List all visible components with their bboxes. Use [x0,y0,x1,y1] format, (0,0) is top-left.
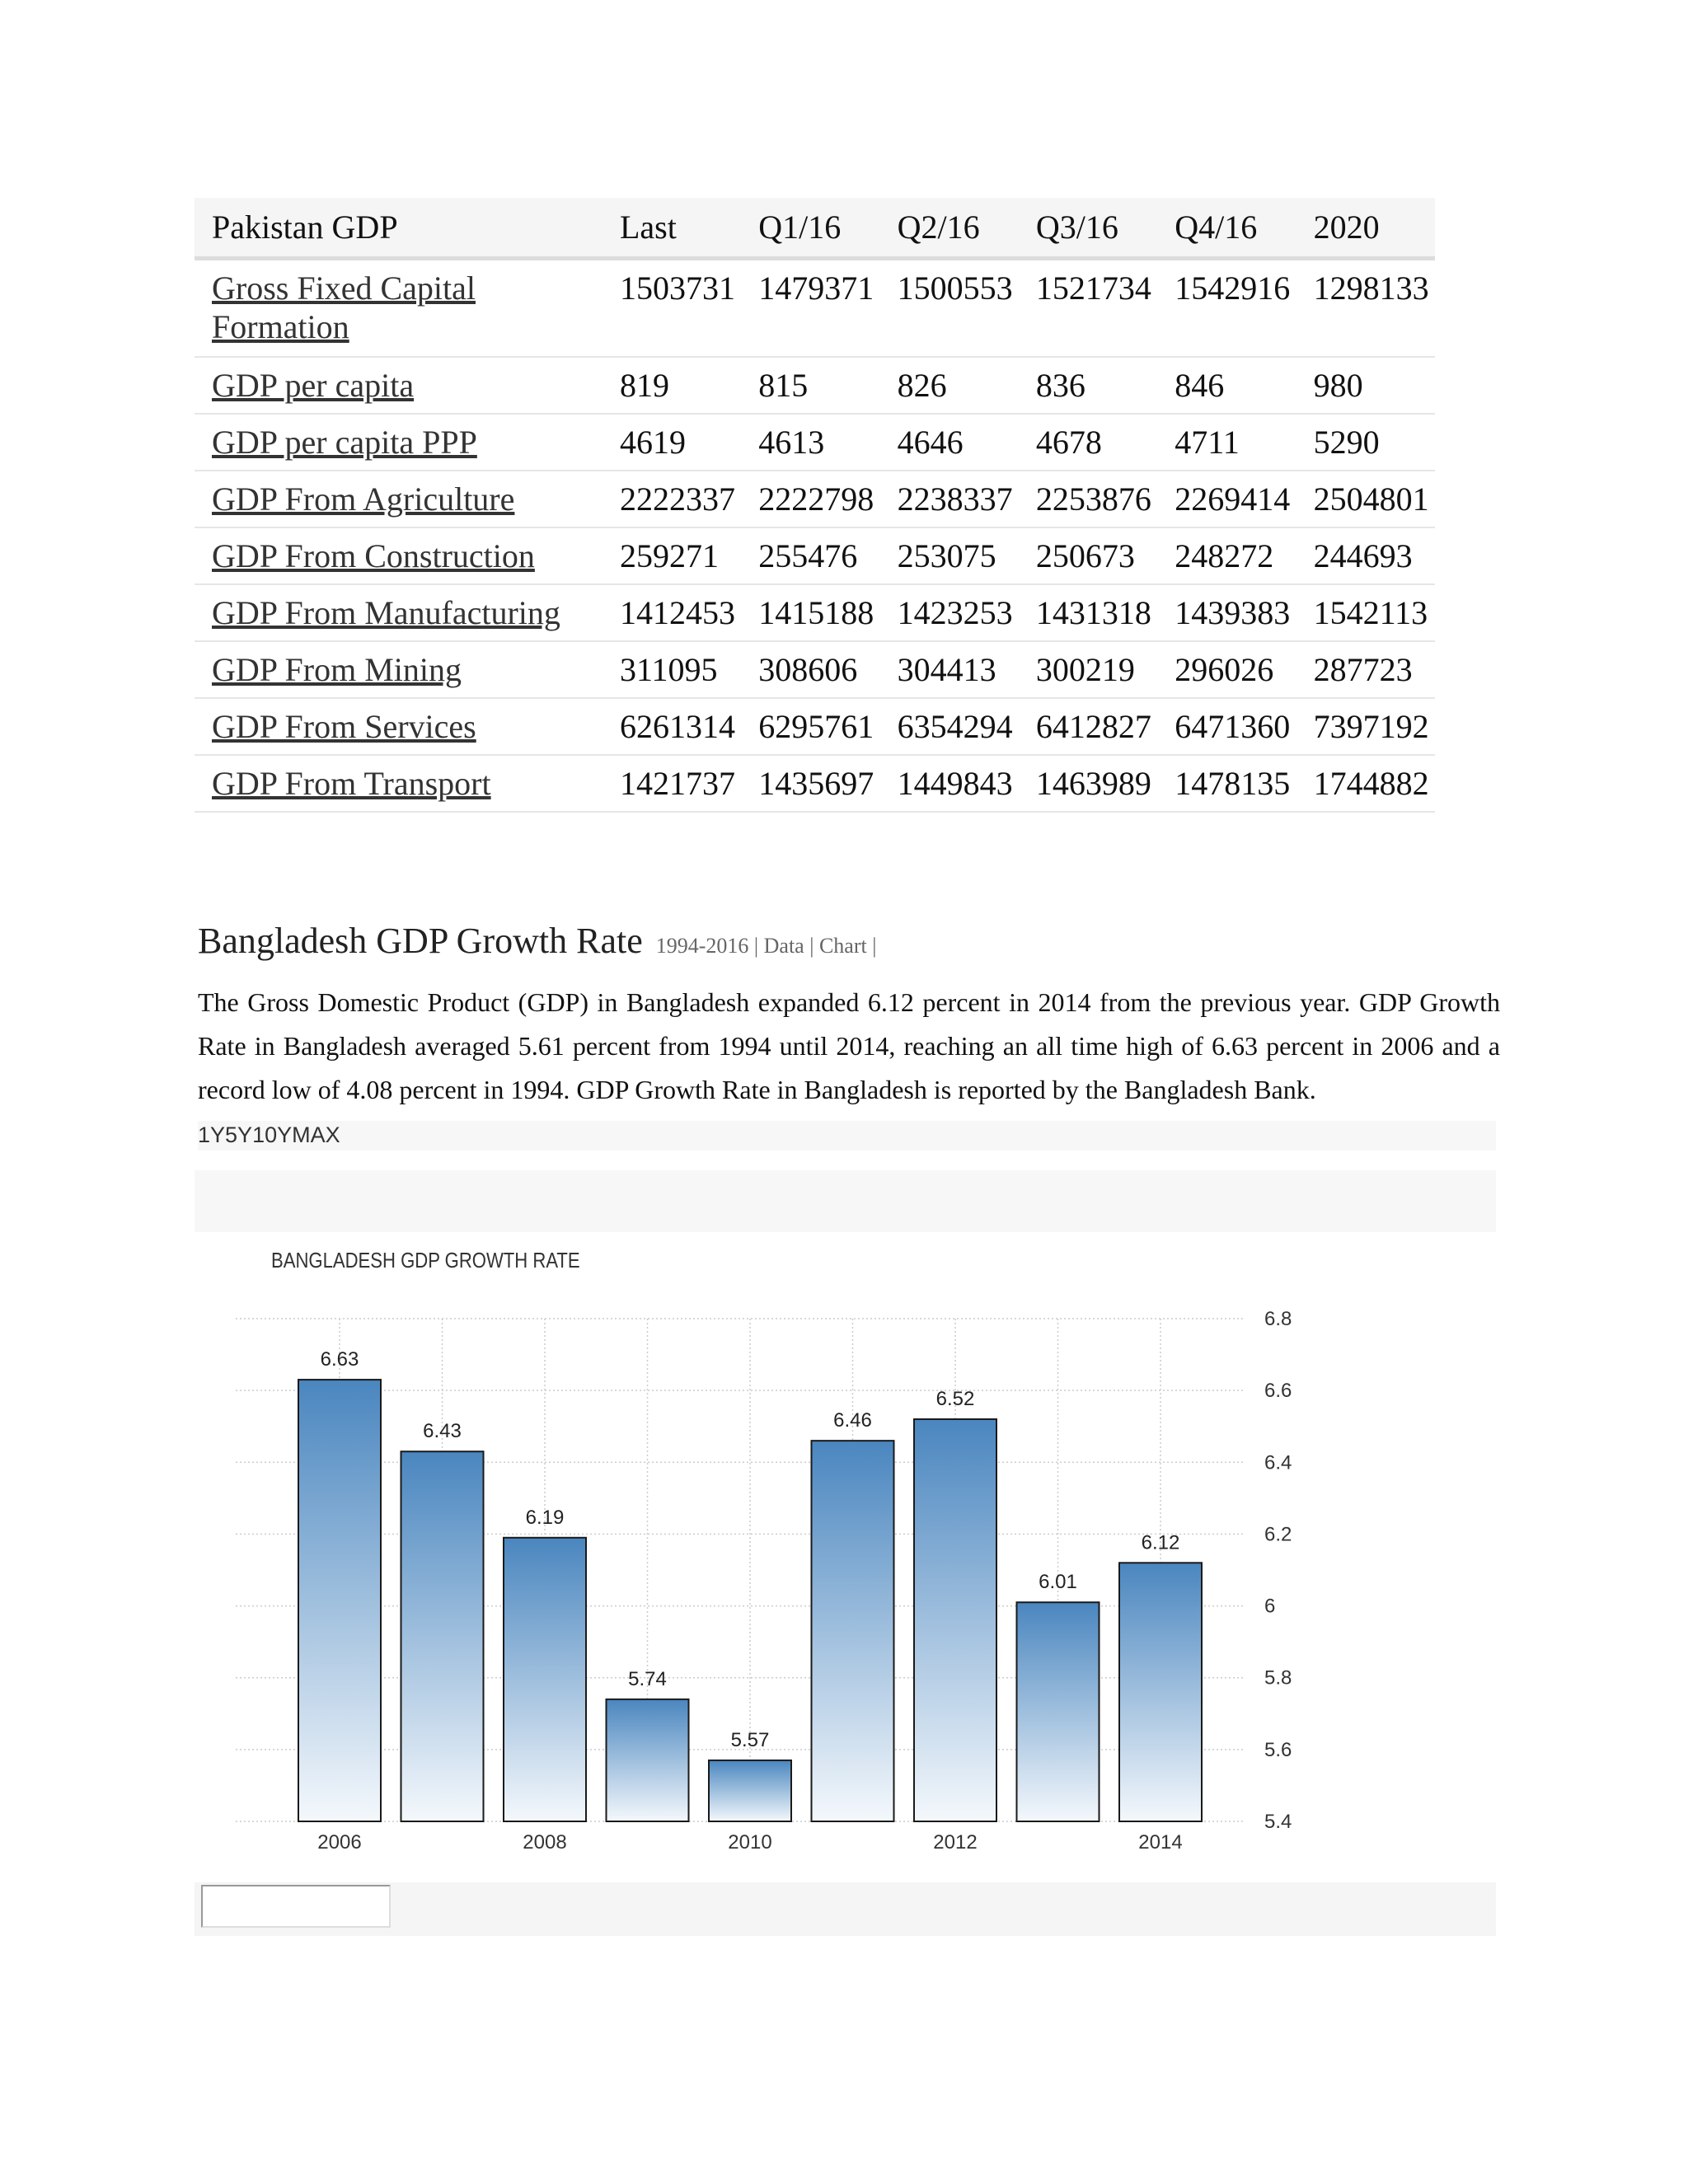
cell-last: 1421737 [603,755,741,812]
bar-2008 [504,1538,586,1821]
header-q2: Q2/16 [880,198,1019,258]
table-row [195,584,1435,641]
cell-last: 6261314 [603,698,741,755]
row-name-line: GDP From Manufacturing [212,594,560,631]
cell-q4: 1542916 [1157,258,1296,357]
row-name-cell [195,527,603,584]
x-tick-label: 2008 [523,1831,567,1854]
cell-q1: 815 [741,357,879,414]
row-name-cell [195,755,603,812]
chart-toolbar [195,1170,1496,1232]
range-button-bar [198,1121,1496,1151]
cell-q3: 6412827 [1019,698,1157,755]
chart-title: BANGLADESH GDP GROWTH RATE [271,1249,580,1273]
table-row [195,357,1435,414]
cell-2020: 287723 [1296,641,1435,698]
bar-2009 [607,1699,689,1821]
cell-q3: 1463989 [1019,755,1157,812]
cell-q2: 304413 [880,641,1019,698]
cell-q1: 4613 [741,414,879,471]
gdp-growth-chart [195,1240,1348,1867]
cell-2020: 1298133 [1296,258,1435,357]
table-row [195,414,1435,471]
row-name-link[interactable] [212,765,491,802]
row-name-line: GDP per capita PPP [212,424,477,461]
row-name-cell [195,471,603,527]
data-link[interactable]: Data [763,934,804,958]
cell-last: 819 [603,357,741,414]
row-name-line: Gross Fixed Capital [212,269,476,307]
x-tick-label: 2010 [728,1831,772,1854]
row-name-cell [195,357,603,414]
cell-q1: 1435697 [741,755,879,812]
cell-q2: 6354294 [880,698,1019,755]
cell-q1: 6295761 [741,698,879,755]
cell-q2: 1423253 [880,584,1019,641]
header-last: Last [603,198,741,258]
cell-q2: 826 [880,357,1019,414]
cell-2020: 5290 [1296,414,1435,471]
cell-q1: 308606 [741,641,879,698]
cell-last: 2222337 [603,471,741,527]
cell-q2: 2238337 [880,471,1019,527]
row-name-line: GDP From Mining [212,651,462,688]
table-row [195,258,1435,357]
header-q4: Q4/16 [1157,198,1296,258]
cell-q4: 248272 [1157,527,1296,584]
row-name-cell [195,584,603,641]
row-name-line: GDP From Services [212,708,476,745]
row-name-link[interactable] [212,708,476,745]
cell-q1: 255476 [741,527,879,584]
x-tick-label: 2012 [933,1831,978,1854]
years-range: 1994-2016 [655,934,749,958]
section-heading: Bangladesh GDP Growth Rate [198,921,643,961]
cell-q4: 6471360 [1157,698,1296,755]
table-body [195,258,1435,812]
data-label: 6.46 [833,1409,872,1432]
cell-q3: 1431318 [1019,584,1157,641]
chart-footer-input[interactable] [201,1885,391,1928]
range-10y-button[interactable]: 10Y [252,1122,293,1147]
table-header-row [195,198,1435,258]
description-paragraph: The Gross Domestic Product (GDP) in Bangladesh expanded 6.12 percent in 2014 from the previous year. GDP Growth Rate in Bangladesh averaged 5.61 percent from 1994 until 2014, reaching an all time high of 6.63 percent in 2006 and a record low of 4.08 percent in 1994. GDP Growth Rate in Bangladesh is reported by the Bangladesh Bank. [198,987,1500,1104]
data-label: 5.57 [730,1728,770,1751]
table-row [195,755,1435,812]
table-row [195,471,1435,527]
cell-last: 1503731 [603,258,741,357]
cell-2020: 2504801 [1296,471,1435,527]
row-name-line: GDP From Transport [212,765,491,802]
header-q3: Q3/16 [1019,198,1157,258]
cell-q4: 1478135 [1157,755,1296,812]
cell-q4: 2269414 [1157,471,1296,527]
header-q1: Q1/16 [741,198,879,258]
cell-q3: 836 [1019,357,1157,414]
cell-2020: 1744882 [1296,755,1435,812]
x-tick-label: 2006 [317,1831,362,1854]
data-label: 6.01 [1039,1571,1077,1594]
data-label: 5.74 [628,1667,667,1690]
y-tick-label: 6.4 [1264,1451,1292,1474]
row-name-line: Formation [212,307,349,345]
row-name-cell [195,258,603,357]
bar-2012 [914,1419,996,1821]
range-5y-button[interactable]: 5Y [225,1122,253,1147]
cell-2020: 244693 [1296,527,1435,584]
bar-2011 [812,1441,894,1821]
cell-q2: 253075 [880,527,1019,584]
y-tick-label: 6.2 [1264,1523,1292,1546]
cell-last: 311095 [603,641,741,698]
table-row [195,641,1435,698]
header-name: Pakistan GDP [195,198,603,258]
bar-2007 [401,1451,484,1821]
cell-q1: 1479371 [741,258,879,357]
data-label: 6.52 [935,1388,975,1410]
cell-q4: 1439383 [1157,584,1296,641]
chart-footer-bar [195,1882,1496,1936]
bar-2014 [1119,1563,1202,1821]
row-name-cell [195,698,603,755]
pakistan-gdp-table [195,198,1435,813]
row-name-cell [195,414,603,471]
row-name-link[interactable] [212,480,514,518]
x-tick-label: 2014 [1138,1831,1183,1854]
y-tick-label: 6.6 [1264,1380,1292,1403]
row-name-line: GDP From Agriculture [212,480,515,518]
cell-2020: 7397192 [1296,698,1435,755]
cell-2020: 980 [1296,357,1435,414]
cell-last: 1412453 [603,584,741,641]
cell-q1: 1415188 [741,584,879,641]
table-row [195,527,1435,584]
y-tick-label: 6 [1264,1595,1276,1618]
range-max-button[interactable]: MAX [292,1122,340,1147]
row-name-link[interactable] [212,269,476,345]
y-tick-label: 5.4 [1264,1811,1292,1833]
row-name-line: GDP per capita [212,367,415,404]
data-label: 6.19 [525,1506,565,1529]
bar-2013 [1017,1602,1100,1821]
cell-q3: 2253876 [1019,471,1157,527]
cell-q2: 4646 [880,414,1019,471]
x-axis-ticks [317,1831,1182,1854]
cell-q4: 4711 [1157,414,1296,471]
row-name-line: GDP From Construction [212,537,535,574]
chart-link[interactable]: Chart [818,934,867,958]
y-axis-ticks [1264,1308,1292,1833]
row-name-link[interactable] [212,537,535,574]
cell-q3: 4678 [1019,414,1157,471]
cell-q4: 296026 [1157,641,1296,698]
y-tick-label: 5.8 [1264,1666,1292,1690]
cell-q2: 1500553 [880,258,1019,357]
bar-2010 [709,1760,791,1821]
cell-2020: 1542113 [1296,584,1435,641]
row-name-link[interactable] [212,424,477,461]
range-1y-button[interactable]: 1Y [198,1122,226,1147]
row-name-link[interactable] [212,651,462,688]
data-label: 6.63 [320,1348,359,1371]
y-tick-label: 6.8 [1264,1308,1292,1330]
section-title [198,920,876,962]
bars [298,1380,1202,1821]
cell-last: 259271 [603,527,741,584]
y-tick-label: 5.6 [1264,1738,1292,1761]
cell-q4: 846 [1157,357,1296,414]
cell-q3: 1521734 [1019,258,1157,357]
cell-q3: 250673 [1019,527,1157,584]
cell-last: 4619 [603,414,741,471]
bar-2006 [298,1380,381,1821]
section-links: 1994-2016 | Data | Chart | [655,934,877,958]
cell-q1: 2222798 [741,471,879,527]
row-name-cell [195,641,603,698]
table-row [195,698,1435,755]
row-name-link[interactable] [212,594,560,631]
header-2020: 2020 [1296,198,1435,258]
data-label: 6.43 [423,1420,462,1443]
cell-q2: 1449843 [880,755,1019,812]
cell-q3: 300219 [1019,641,1157,698]
data-label: 6.12 [1141,1531,1180,1554]
row-name-link[interactable] [212,367,414,404]
